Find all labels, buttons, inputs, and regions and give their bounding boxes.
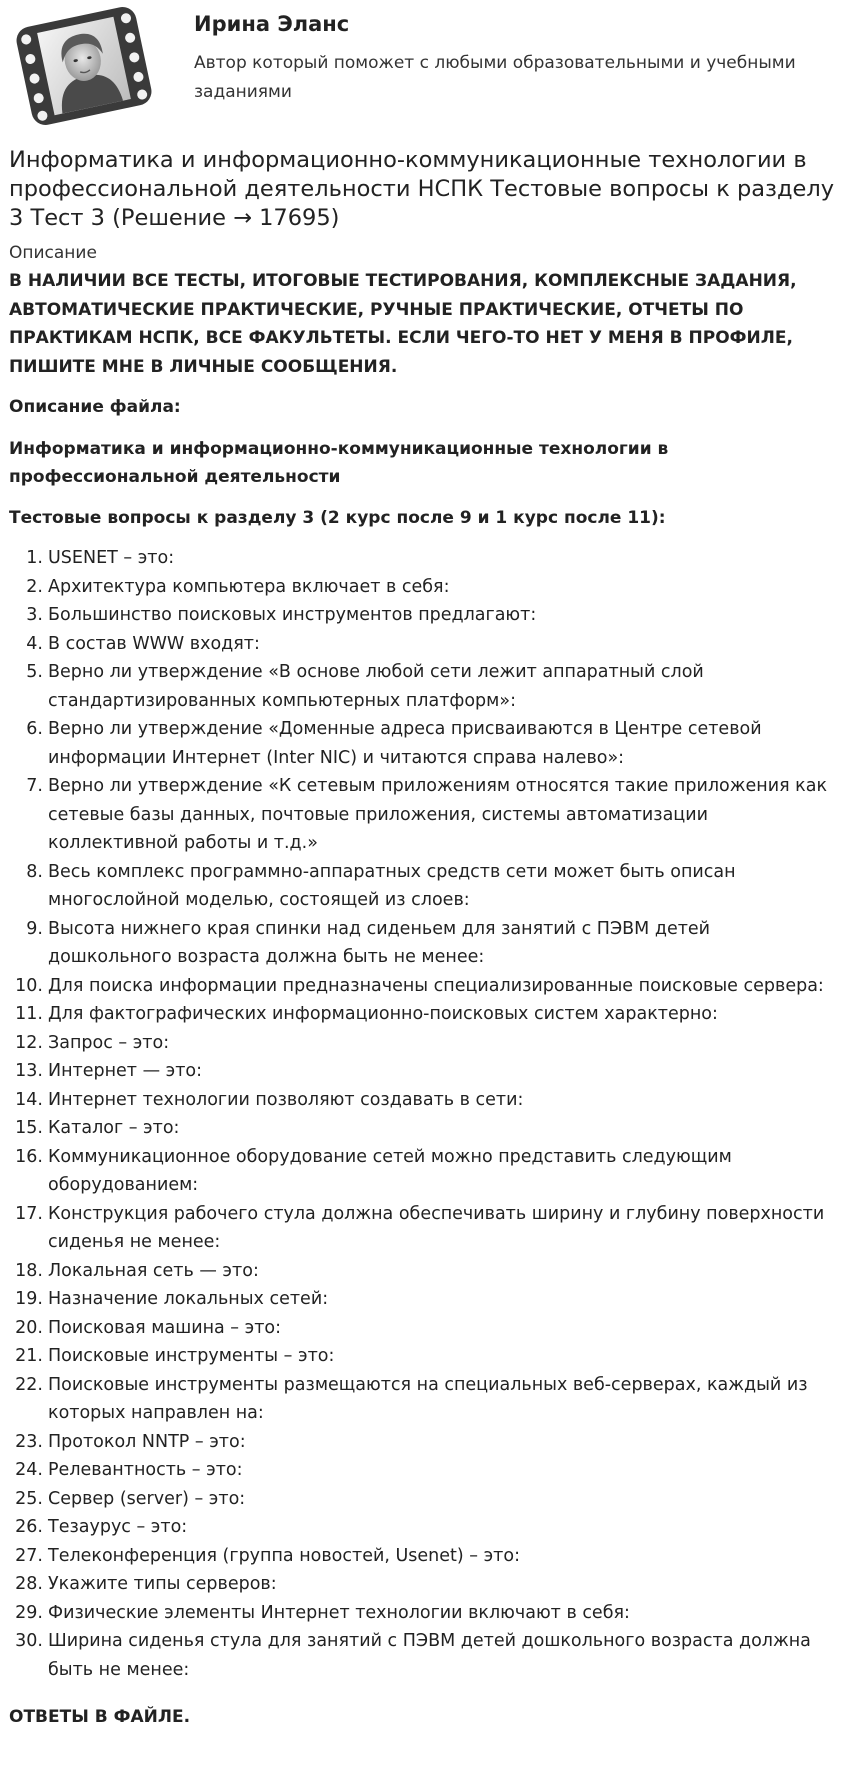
- question-number: 21.: [15, 1346, 43, 1366]
- question-text: Интернет — это:: [48, 1061, 203, 1081]
- question-number: 29.: [15, 1602, 43, 1623]
- description-label: Описание: [9, 243, 97, 263]
- question-number: 25.: [15, 1488, 43, 1509]
- question-text: В состав WWW входят:: [48, 633, 260, 654]
- section-heading: Тестовые вопросы к разделу 3 (2 курс после 9 и 1 курс после 11):: [9, 507, 666, 528]
- question-text: Высота нижнего края спинки над сиденьем для занятий с ПЭВМ детей дошкольного возраста должна быть не менее:: [48, 918, 711, 967]
- question-number: 19.: [15, 1289, 43, 1309]
- question-number: 26.: [15, 1517, 43, 1537]
- question-item: [9, 1200, 835, 1257]
- question-text: Запрос – это:: [48, 1032, 170, 1053]
- question-text: Большинство поисковых инструментов предлагают:: [48, 605, 537, 625]
- question-item: [9, 544, 835, 573]
- question-number: 6.: [26, 719, 43, 739]
- question-text: Сервер (server) – это:: [48, 1488, 246, 1509]
- question-item: [9, 630, 835, 659]
- question-text: Тезаурус – это:: [48, 1517, 188, 1537]
- author-description: Автор который поможет с любыми образовательными и учебными заданиями: [194, 53, 796, 102]
- question-item: [9, 972, 835, 1001]
- question-text: Поисковые инструменты – это:: [48, 1346, 335, 1366]
- question-text: Локальная сеть — это:: [48, 1260, 259, 1281]
- question-item: [9, 1057, 835, 1086]
- question-item: [9, 1570, 835, 1599]
- question-text: Архитектура компьютера включает в себя:: [48, 576, 450, 597]
- question-item: [9, 1000, 835, 1029]
- question-item: [9, 1285, 835, 1314]
- question-item: [9, 715, 835, 772]
- question-item: [9, 1542, 835, 1571]
- author-block: [9, 0, 835, 128]
- question-text: Поисковые инструменты размещаются на специальных веб-серверах, каждый из которых направлен на:: [48, 1374, 808, 1423]
- question-number: 4.: [26, 633, 43, 654]
- file-description-label: Описание файла:: [9, 397, 181, 417]
- question-number: 1.: [26, 548, 43, 568]
- question-number: 11.: [15, 1004, 43, 1024]
- question-number: 22.: [15, 1374, 43, 1395]
- question-number: 27.: [15, 1545, 43, 1566]
- question-text: Для поиска информации предназначены специализированные поисковые сервера:: [48, 975, 824, 996]
- question-text: Телеконференция (группа новостей, Usenet) – это:: [48, 1545, 520, 1566]
- question-number: 17.: [15, 1203, 43, 1224]
- question-text: Верно ли утверждение «Доменные адреса присваиваются в Центре сетевой информации Интернет (Inter NIC) и читаются справа налево»:: [48, 719, 762, 768]
- question-number: 12.: [15, 1032, 43, 1053]
- question-item: [9, 915, 835, 972]
- question-item: [9, 1314, 835, 1343]
- question-number: 5.: [26, 662, 43, 682]
- question-item: [9, 1627, 835, 1684]
- question-text: Верно ли утверждение «В основе любой сети лежит аппаратный слой стандартизированных компьютерных платформ»:: [48, 662, 704, 711]
- question-number: 2.: [26, 576, 43, 597]
- question-item: [9, 573, 835, 602]
- question-item: [9, 1485, 835, 1514]
- question-item: [9, 1114, 835, 1143]
- question-item: [9, 1086, 835, 1115]
- question-item: [9, 1257, 835, 1286]
- question-text: Ширина сиденья стула для занятий с ПЭВМ детей дошкольного возраста должна быть не менее:: [48, 1631, 811, 1680]
- question-number: 14.: [15, 1089, 43, 1110]
- question-text: Назначение локальных сетей:: [48, 1289, 329, 1309]
- question-number: 9.: [26, 918, 43, 939]
- author-name[interactable]: Ирина Эланс: [194, 12, 350, 36]
- question-item: [9, 772, 835, 858]
- question-text: Весь комплекс программно-аппаратных средств сети может быть описан многослойной моделью, состоящей из слоев:: [48, 861, 736, 910]
- question-number: 16.: [15, 1146, 43, 1167]
- question-text: Поисковая машина – это:: [48, 1317, 282, 1338]
- question-number: 28.: [15, 1574, 43, 1594]
- questions-list: [9, 544, 835, 1684]
- question-text: Верно ли утверждение «К сетевым приложениям относятся такие приложения как сетевые базы данных, почтовые приложения, системы автоматизации коллективной работы и т.д.»: [48, 776, 828, 853]
- question-number: 30.: [15, 1631, 43, 1651]
- document-title: Информатика и информационно-коммуникационные технологии в профессиональной деятельности НСПК Тестовые вопросы к разделу 3 Тест 3 (Решение → 17695): [9, 147, 835, 231]
- question-text: Укажите типы серверов:: [48, 1574, 277, 1594]
- question-text: Релевантность – это:: [48, 1460, 243, 1480]
- question-number: 18.: [15, 1260, 43, 1281]
- question-item: [9, 1342, 835, 1371]
- question-text: Протокол NNTP – это:: [48, 1431, 246, 1452]
- question-text: Для фактографических информационно-поисковых систем характерно:: [48, 1004, 718, 1024]
- question-number: 23.: [15, 1431, 43, 1452]
- question-number: 24.: [15, 1460, 43, 1480]
- answers-note: ОТВЕТЫ В ФАЙЛЕ.: [9, 1707, 191, 1727]
- question-text: Интернет технологии позволяют создавать в сети:: [48, 1089, 524, 1110]
- question-item: [9, 658, 835, 715]
- question-number: 7.: [26, 776, 43, 796]
- question-text: USENET – это:: [48, 548, 175, 568]
- question-text: Конструкция рабочего стула должна обеспечивать ширину и глубину поверхности сиденья не менее:: [48, 1203, 825, 1252]
- question-text: Коммуникационное оборудование сетей можно представить следующим оборудованием:: [48, 1146, 732, 1195]
- question-item: [9, 601, 835, 630]
- question-item: [9, 1143, 835, 1200]
- question-number: 13.: [15, 1061, 43, 1081]
- availability-banner: В НАЛИЧИИ ВСЕ ТЕСТЫ, ИТОГОВЫЕ ТЕСТИРОВАНИЯ, КОМПЛЕКСНЫЕ ЗАДАНИЯ, АВТОМАТИЧЕСКИЕ ПРАКТИЧЕСКИЕ, РУЧНЫЕ ПРАКТИЧЕСКИЕ, ОТЧЕТЫ ПО ПРАКТИКАМ НСПК, ВСЕ ФАКУЛЬТЕТЫ. ЕСЛИ ЧЕГО-ТО НЕТ У МЕНЯ В ПРОФИЛЕ, ПИШИТЕ МНЕ В ЛИЧНЫЕ СООБЩЕНИЯ.: [9, 271, 797, 377]
- question-number: 20.: [15, 1317, 43, 1338]
- question-item: [9, 1513, 835, 1542]
- question-number: 15.: [15, 1118, 43, 1138]
- question-item: [9, 1371, 835, 1428]
- question-text: Каталог – это:: [48, 1118, 180, 1138]
- question-item: [9, 1428, 835, 1457]
- question-number: 3.: [26, 605, 43, 625]
- question-item: [9, 1456, 835, 1485]
- author-avatar-film-frame[interactable]: [9, 6, 159, 126]
- subject-title: Информатика и информационно-коммуникационные технологии в профессиональной деятельности: [9, 438, 669, 487]
- question-item: [9, 1599, 835, 1628]
- question-item: [9, 1029, 835, 1058]
- question-number: 8.: [26, 861, 43, 882]
- question-item: [9, 858, 835, 915]
- question-text: Физические элементы Интернет технологии включают в себя:: [48, 1602, 630, 1623]
- question-number: 10.: [15, 975, 43, 996]
